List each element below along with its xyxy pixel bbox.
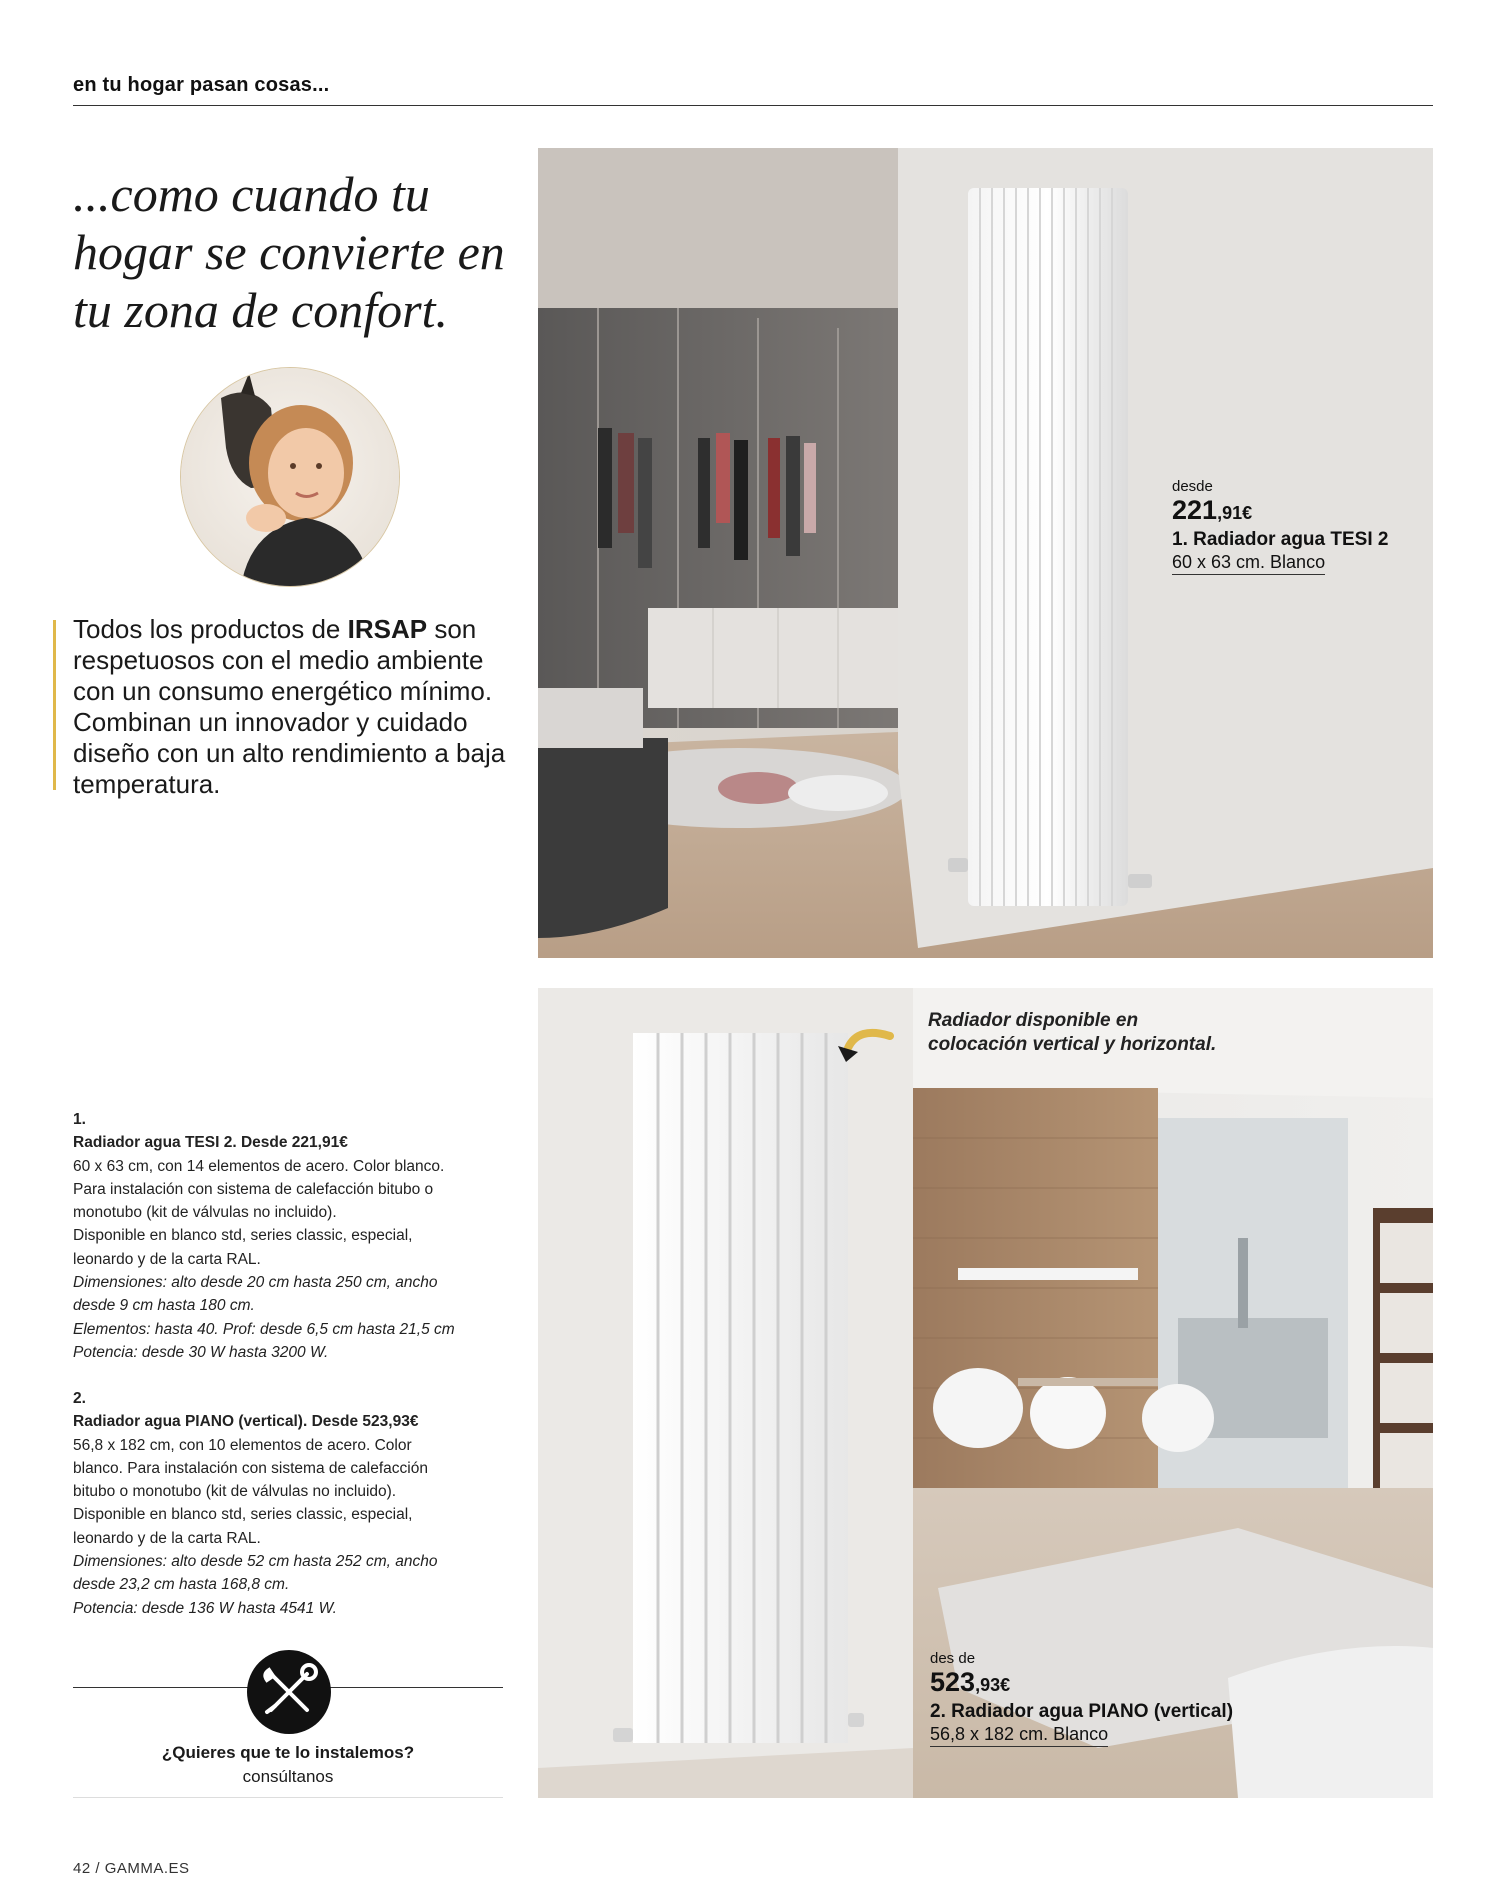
spec-number: 1. [73, 1111, 86, 1128]
page-footer [73, 1860, 190, 1877]
spec-line: monotubo (kit de válvulas no incluido). [73, 1204, 337, 1222]
headline [73, 165, 523, 339]
intro-paragraph [73, 614, 523, 800]
intro-text: Todos los productos de [73, 614, 348, 644]
spec-italic-line: desde 9 cm hasta 180 cm. [73, 1297, 255, 1315]
headline-line: tu zona de confort. [73, 282, 448, 338]
site-name[interactable]: GAMMA.ES [104, 1860, 190, 1877]
product-name: 1. Radiador agua TESI 2 [1172, 529, 1389, 550]
product-dimensions: 56,8 x 182 cm. Blanco [930, 1723, 1108, 1747]
tools-icon[interactable] [247, 1650, 331, 1734]
footer-separator: / [95, 1860, 101, 1877]
spec-italic-line: Elementos: hasta 40. Prof: desde 6,5 cm hasta 21,5 cm [73, 1320, 455, 1338]
spec-line: Para instalación con sistema de calefacción bitubo o [73, 1180, 434, 1198]
portrait-photo [180, 367, 400, 587]
intro-text: son respetuosos con el medio ambiente con un consumo energético mínimo. Combinan un innovador y cuidado diseño con un alto rendimiento a baja temperatura. [73, 614, 506, 799]
spec-italic-line: Potencia: desde 136 W hasta 4541 W. [73, 1599, 337, 1617]
spec-line: Disponible en blanco std, series classic, especial, [73, 1227, 413, 1245]
spec-italic-line: Dimensiones: alto desde 20 cm hasta 250 cm, ancho [73, 1274, 438, 1292]
page-number: 42 [73, 1860, 91, 1877]
price-tag-piano [930, 1650, 1233, 1747]
spec-block-piano [73, 1387, 513, 1620]
headline-line: hogar se convierte en [73, 224, 505, 280]
spec-line: bitubo o monotubo (kit de válvulas no incluido). [73, 1483, 397, 1501]
price-value [1172, 495, 1388, 528]
spec-line: 60 x 63 cm, con 14 elementos de acero. Color blanco. [73, 1157, 445, 1175]
spec-italic-line: Dimensiones: alto desde 52 cm hasta 252 cm, ancho [73, 1553, 438, 1571]
install-bottom-divider [73, 1797, 503, 1798]
spec-title: Radiador agua PIANO (vertical). Desde 523,93€ [73, 1413, 419, 1431]
product-name: 2. Radiador agua PIANO (vertical) [930, 1701, 1234, 1722]
note-line: Radiador disponible en [928, 1010, 1139, 1031]
spec-number: 2. [73, 1390, 86, 1407]
spec-title: Radiador agua TESI 2. Desde 221,91€ [73, 1134, 348, 1152]
spec-line: blanco. Para instalación con sistema de calefacción [73, 1459, 428, 1477]
headline-line: ...como cuando tu [73, 166, 430, 222]
spec-line: Disponible en blanco std, series classic, especial, [73, 1506, 413, 1524]
brand-name: IRSAP [347, 614, 428, 644]
price-decimals: ,93€ [975, 1675, 1011, 1695]
price-from-label: desde [1172, 478, 1213, 495]
price-from-label: des de [930, 1650, 976, 1667]
note-line: colocación vertical y horizontal. [928, 1034, 1217, 1055]
accent-bar [53, 620, 56, 790]
spec-italic-line: Potencia: desde 30 W hasta 3200 W. [73, 1343, 329, 1361]
price-integer: 523 [930, 1667, 976, 1697]
price-value [930, 1667, 1233, 1700]
price-tag-tesi [1172, 478, 1388, 575]
install-cta-link[interactable]: consúltanos [242, 1767, 334, 1786]
spec-line: leonardo y de la carta RAL. [73, 1529, 261, 1547]
spec-line: 56,8 x 182 cm, con 10 elementos de acero. Color [73, 1436, 412, 1454]
orientation-note [928, 1009, 1216, 1057]
price-decimals: ,91€ [1217, 503, 1253, 523]
install-question: ¿Quieres que te lo instalemos? [161, 1743, 415, 1762]
spec-block-tesi [73, 1108, 513, 1364]
product-dimensions: 60 x 63 cm. Blanco [1172, 551, 1325, 575]
price-integer: 221 [1172, 495, 1218, 525]
section-title: en tu hogar pasan cosas... [73, 74, 330, 96]
header-divider [73, 105, 1433, 106]
spec-line: leonardo y de la carta RAL. [73, 1250, 261, 1268]
spec-italic-line: desde 23,2 cm hasta 168,8 cm. [73, 1576, 290, 1594]
